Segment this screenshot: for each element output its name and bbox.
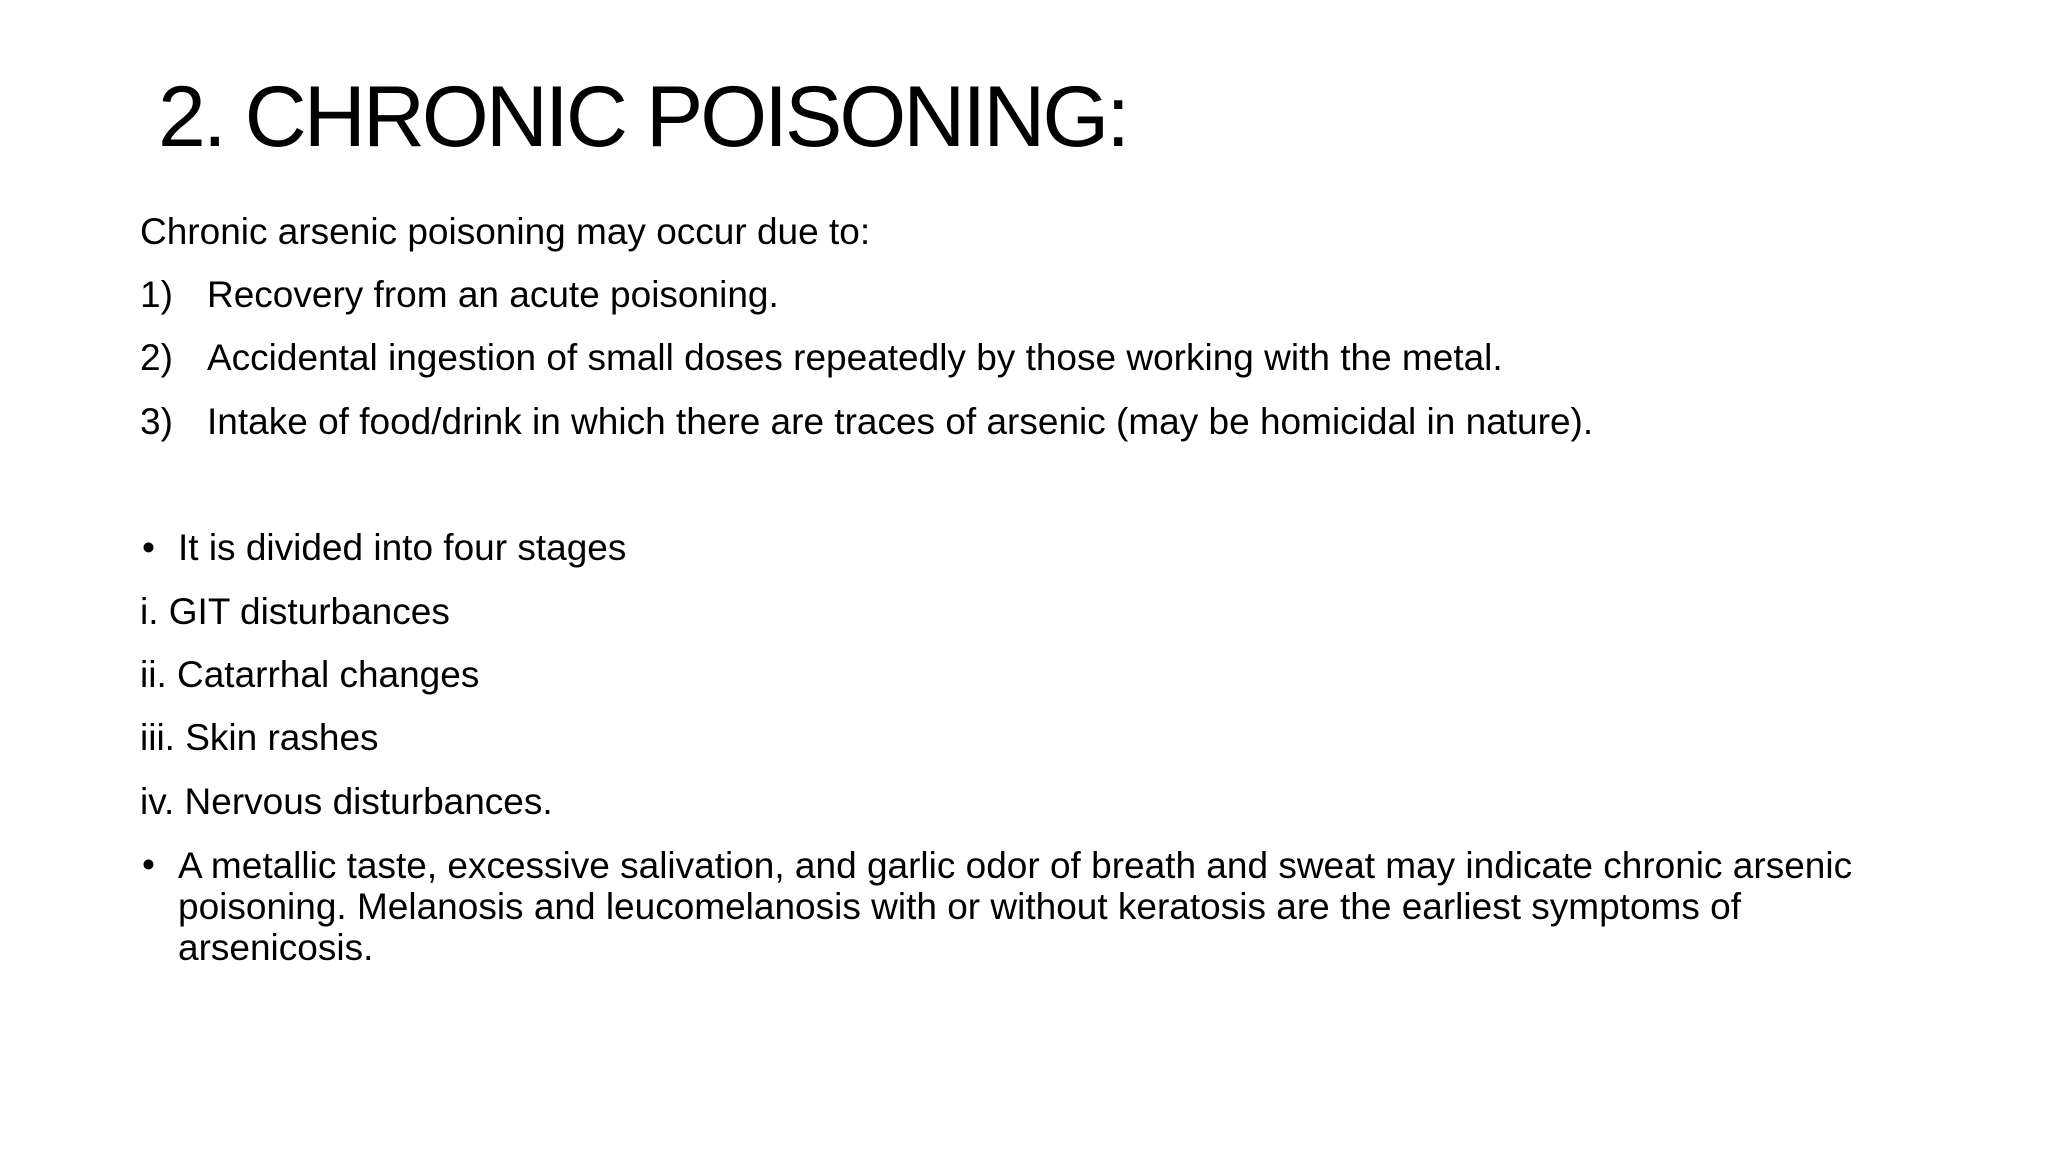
stage-item: iv. Nervous disturbances.: [140, 781, 553, 822]
bullet-marker: •: [142, 527, 155, 568]
stages-bullet-text: It is divided into four stages: [178, 527, 627, 568]
cause-number: 3): [140, 401, 173, 442]
bullet-marker: •: [142, 844, 155, 885]
stage-item: i. GIT disturbances: [140, 591, 450, 632]
cause-number: 2): [140, 337, 173, 378]
stage-item: ii. Catarrhal changes: [140, 654, 480, 695]
stage-item: iii. Skin rashes: [140, 717, 379, 758]
cause-text: Recovery from an acute poisoning.: [207, 274, 779, 315]
cause-text: Accidental ingestion of small doses repeatedly by those working with the metal.: [207, 337, 1503, 378]
slide-title: 2. CHRONIC POISONING:: [158, 69, 1128, 165]
cause-text: Intake of food/drink in which there are traces of arsenic (may be homicidal in nature).: [207, 401, 1594, 442]
symptoms-bullet-text: A metallic taste, excessive salivation, and garlic odor of breath and sweat may indicate chronic arsenic poisoning. Melanosis and leucomelanosis with or without keratosis are the earliest symptoms of arsenicosis.: [178, 845, 1853, 968]
intro-text: Chronic arsenic poisoning may occur due to:: [140, 211, 871, 252]
cause-number: 1): [140, 274, 173, 315]
